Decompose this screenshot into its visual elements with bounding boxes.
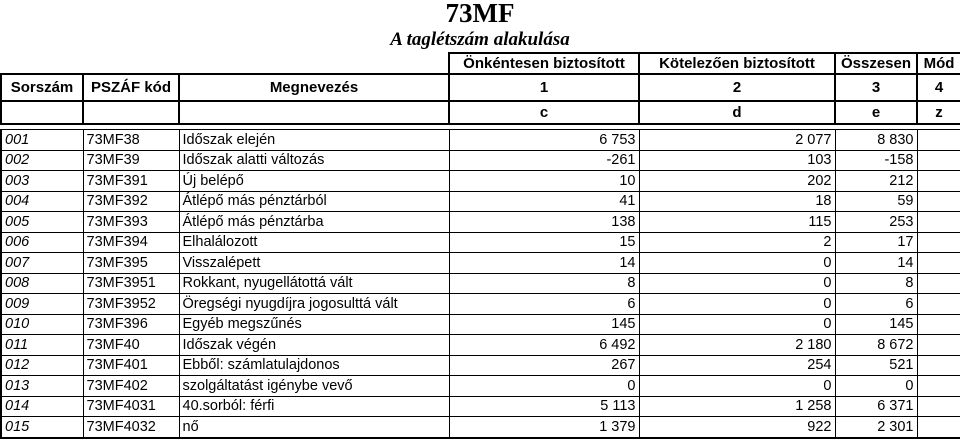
- voluntary-value-cell: 267: [449, 355, 639, 376]
- name-cell: Visszalépett: [179, 253, 449, 274]
- voluntary-value-cell: 6: [449, 294, 639, 315]
- group-header-total: Összesen: [835, 53, 917, 74]
- voluntary-value-cell: 6 492: [449, 335, 639, 356]
- total-value-cell: 8: [835, 273, 917, 294]
- name-cell: Időszak elején: [179, 130, 449, 151]
- pszaf-code-cell: 73MF395: [83, 253, 179, 274]
- mandatory-value-cell: 2 180: [639, 335, 835, 356]
- total-value-cell: 145: [835, 314, 917, 335]
- col-letter-z: z: [917, 101, 960, 124]
- mode-cell: [917, 130, 960, 151]
- table-row: [1, 396, 960, 417]
- pszaf-code-cell: 73MF396: [83, 314, 179, 335]
- mandatory-value-cell: 922: [639, 417, 835, 438]
- mandatory-value-cell: 1 258: [639, 396, 835, 417]
- voluntary-value-cell: 6 753: [449, 130, 639, 151]
- voluntary-value-cell: 14: [449, 253, 639, 274]
- mandatory-value-cell: 18: [639, 191, 835, 212]
- mode-cell: [917, 376, 960, 397]
- pszaf-code-cell: 73MF401: [83, 355, 179, 376]
- col-letter-d: d: [639, 101, 835, 124]
- row-number: 007: [1, 253, 83, 274]
- mode-cell: [917, 150, 960, 171]
- mode-cell: [917, 232, 960, 253]
- table-row: [1, 294, 960, 315]
- mandatory-value-cell: 254: [639, 355, 835, 376]
- mode-cell: [917, 191, 960, 212]
- col-letter-c: c: [449, 101, 639, 124]
- row-number: 005: [1, 212, 83, 233]
- group-header-mandatory: Kötelezően biztosított: [639, 53, 835, 74]
- mode-cell: [917, 212, 960, 233]
- mandatory-value-cell: 202: [639, 171, 835, 192]
- headcount-table: [0, 52, 960, 439]
- voluntary-value-cell: 8: [449, 273, 639, 294]
- col-number-3: 3: [835, 74, 917, 101]
- voluntary-value-cell: 1 379: [449, 417, 639, 438]
- pszaf-code-cell: 73MF402: [83, 376, 179, 397]
- pszaf-code-cell: 73MF39: [83, 150, 179, 171]
- mode-cell: [917, 396, 960, 417]
- table-row: [1, 150, 960, 171]
- name-cell: 40.sorból: férfi: [179, 396, 449, 417]
- pszaf-code-cell: 73MF4032: [83, 417, 179, 438]
- mode-cell: [917, 417, 960, 438]
- col-number-2: 2: [639, 74, 835, 101]
- name-cell: szolgáltatást igénybe vevő: [179, 376, 449, 397]
- row-number: 011: [1, 335, 83, 356]
- mode-cell: [917, 171, 960, 192]
- mandatory-value-cell: 0: [639, 294, 835, 315]
- pszaf-code-cell: 73MF392: [83, 191, 179, 212]
- mode-cell: [917, 294, 960, 315]
- mode-cell: [917, 314, 960, 335]
- voluntary-value-cell: 5 113: [449, 396, 639, 417]
- row-number: 009: [1, 294, 83, 315]
- col-header-pszaf: PSZÁF kód: [83, 74, 179, 101]
- table-row: [1, 253, 960, 274]
- table-row: [1, 130, 960, 151]
- mandatory-value-cell: 0: [639, 314, 835, 335]
- mandatory-value-cell: 0: [639, 273, 835, 294]
- table-body: [1, 130, 960, 438]
- voluntary-value-cell: 41: [449, 191, 639, 212]
- table-row: [1, 355, 960, 376]
- row-number: 010: [1, 314, 83, 335]
- total-value-cell: 521: [835, 355, 917, 376]
- name-cell: Öregségi nyugdíjra jogosulttá vált: [179, 294, 449, 315]
- page-subtitle: A taglétszám alakulása: [390, 29, 570, 50]
- row-number: 008: [1, 273, 83, 294]
- mandatory-value-cell: 103: [639, 150, 835, 171]
- total-value-cell: 8 672: [835, 335, 917, 356]
- mandatory-value-cell: 115: [639, 212, 835, 233]
- table-row: [1, 376, 960, 397]
- total-value-cell: 0: [835, 376, 917, 397]
- name-cell: nő: [179, 417, 449, 438]
- voluntary-value-cell: 138: [449, 212, 639, 233]
- row-number: 013: [1, 376, 83, 397]
- total-value-cell: 8 830: [835, 130, 917, 151]
- row-number: 014: [1, 396, 83, 417]
- voluntary-value-cell: 0: [449, 376, 639, 397]
- table-row: [1, 191, 960, 212]
- table-row: [1, 273, 960, 294]
- voluntary-value-cell: 10: [449, 171, 639, 192]
- row-number: 002: [1, 150, 83, 171]
- total-value-cell: 17: [835, 232, 917, 253]
- group-header-voluntary: Önkéntesen biztosított: [449, 53, 639, 74]
- total-value-cell: 6 371: [835, 396, 917, 417]
- col-header-sorszam: Sorszám: [1, 74, 83, 101]
- mandatory-value-cell: 0: [639, 253, 835, 274]
- page-title: 73MF: [445, 0, 515, 28]
- name-cell: Átlépő más pénztárból: [179, 191, 449, 212]
- col-letter-e: e: [835, 101, 917, 124]
- total-value-cell: 2 301: [835, 417, 917, 438]
- mandatory-value-cell: 2: [639, 232, 835, 253]
- pszaf-code-cell: 73MF393: [83, 212, 179, 233]
- table-row: [1, 417, 960, 438]
- total-value-cell: 253: [835, 212, 917, 233]
- pszaf-code-cell: 73MF391: [83, 171, 179, 192]
- total-value-cell: 59: [835, 191, 917, 212]
- group-header-mode: Mód: [917, 53, 960, 74]
- voluntary-value-cell: 15: [449, 232, 639, 253]
- name-cell: Átlépő más pénztárba: [179, 212, 449, 233]
- total-value-cell: 14: [835, 253, 917, 274]
- mandatory-value-cell: 2 077: [639, 130, 835, 151]
- table-row: [1, 335, 960, 356]
- row-number: 012: [1, 355, 83, 376]
- voluntary-value-cell: 145: [449, 314, 639, 335]
- name-cell: Új belépő: [179, 171, 449, 192]
- total-value-cell: 6: [835, 294, 917, 315]
- name-cell: Időszak alatti változás: [179, 150, 449, 171]
- mandatory-value-cell: 0: [639, 376, 835, 397]
- row-number: 004: [1, 191, 83, 212]
- table-row: [1, 212, 960, 233]
- table-row: [1, 314, 960, 335]
- mode-cell: [917, 355, 960, 376]
- row-number: 001: [1, 130, 83, 151]
- pszaf-code-cell: 73MF3951: [83, 273, 179, 294]
- name-cell: Időszak végén: [179, 335, 449, 356]
- name-cell: Egyéb megszűnés: [179, 314, 449, 335]
- pszaf-code-cell: 73MF38: [83, 130, 179, 151]
- pszaf-code-cell: 73MF394: [83, 232, 179, 253]
- mode-cell: [917, 335, 960, 356]
- col-number-1: 1: [449, 74, 639, 101]
- mode-cell: [917, 253, 960, 274]
- col-header-megnevezes: Megnevezés: [179, 74, 449, 101]
- name-cell: Rokkant, nyugellátottá vált: [179, 273, 449, 294]
- total-value-cell: 212: [835, 171, 917, 192]
- voluntary-value-cell: -261: [449, 150, 639, 171]
- mode-cell: [917, 273, 960, 294]
- row-number: 006: [1, 232, 83, 253]
- name-cell: Ebből: számlatulajdonos: [179, 355, 449, 376]
- table-row: [1, 232, 960, 253]
- total-value-cell: -158: [835, 150, 917, 171]
- name-cell: Elhalálozott: [179, 232, 449, 253]
- pszaf-code-cell: 73MF3952: [83, 294, 179, 315]
- pszaf-code-cell: 73MF4031: [83, 396, 179, 417]
- row-number: 003: [1, 171, 83, 192]
- pszaf-code-cell: 73MF40: [83, 335, 179, 356]
- col-number-4: 4: [917, 74, 960, 101]
- table-row: [1, 171, 960, 192]
- row-number: 015: [1, 417, 83, 438]
